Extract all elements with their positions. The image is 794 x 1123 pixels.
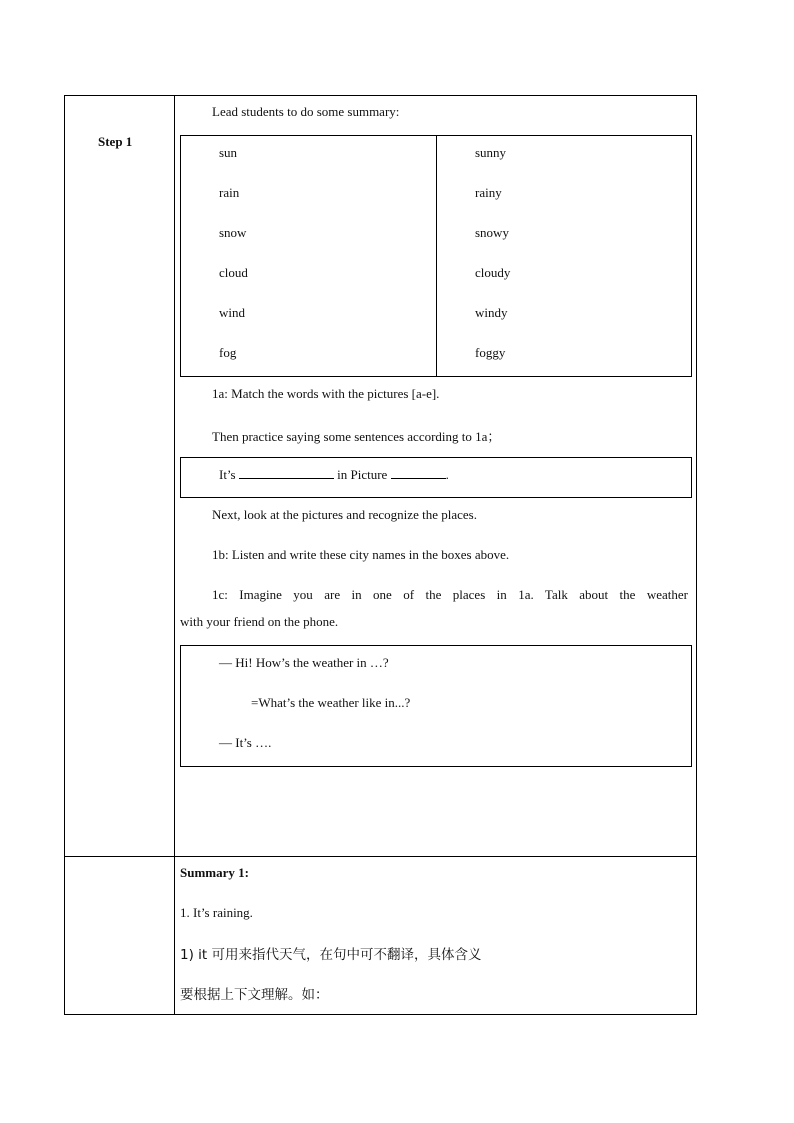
word-adjective: snowy (475, 225, 509, 240)
word-noun: rain (219, 185, 240, 200)
dialogue-line-1: — Hi! How’s the weather in …? (219, 655, 389, 670)
summary-item-1: 1. It’s raining. (180, 905, 253, 920)
summary-note-line-1: 1) it 可用来指代天气，在句中可不翻译，具体含义 (180, 947, 482, 963)
instruction-recognize: Next, look at the pictures and recognize the places. (212, 507, 477, 522)
word-adjective: cloudy (475, 265, 511, 280)
word-noun: fog (219, 345, 237, 360)
blank-picture (391, 467, 446, 479)
row-divider (65, 856, 696, 857)
sentence-frame (219, 467, 449, 483)
summary-note-line-2: 要根据上下文理解。如： (180, 987, 329, 1003)
dialogue-line-2: =What’s the weather like in...? (251, 695, 411, 710)
dialogue-line-3: — It’s …. (219, 735, 272, 750)
word-adjective: foggy (475, 345, 506, 360)
sentence-end: . (445, 467, 449, 482)
dialogue-box (180, 645, 692, 767)
instruction-imagine-cont: with your friend on the phone. (180, 614, 339, 629)
word-adjective: rainy (475, 185, 502, 200)
step-label: Step 1 (98, 134, 133, 149)
word-table-divider (436, 136, 437, 376)
word-noun: snow (219, 225, 247, 240)
sentence-prefix: It’s (219, 467, 236, 482)
word-noun: cloud (219, 265, 248, 280)
blank-weather (239, 467, 334, 479)
instruction-practice: Then practice saying some sentences according to 1a； (212, 429, 501, 444)
instruction-imagine: 1c: Imagine you are in one of the places in 1a. Talk about the weather (212, 587, 688, 602)
word-noun: wind (219, 305, 245, 320)
word-adjective: sunny (475, 145, 507, 160)
intro-text: Lead students to do some summary: (212, 104, 400, 119)
instruction-listen: 1b: Listen and write these city names in the boxes above. (212, 547, 510, 562)
summary-title: Summary 1: (180, 865, 249, 880)
word-adjective: windy (475, 305, 508, 320)
word-table (180, 135, 692, 377)
sentence-frame-box (180, 457, 692, 498)
lesson-table (64, 95, 697, 1015)
sentence-middle: in Picture (337, 467, 388, 482)
column-divider (174, 96, 175, 1014)
instruction-match: 1a: Match the words with the pictures [a-e]. (212, 386, 440, 401)
word-noun: sun (219, 145, 238, 160)
